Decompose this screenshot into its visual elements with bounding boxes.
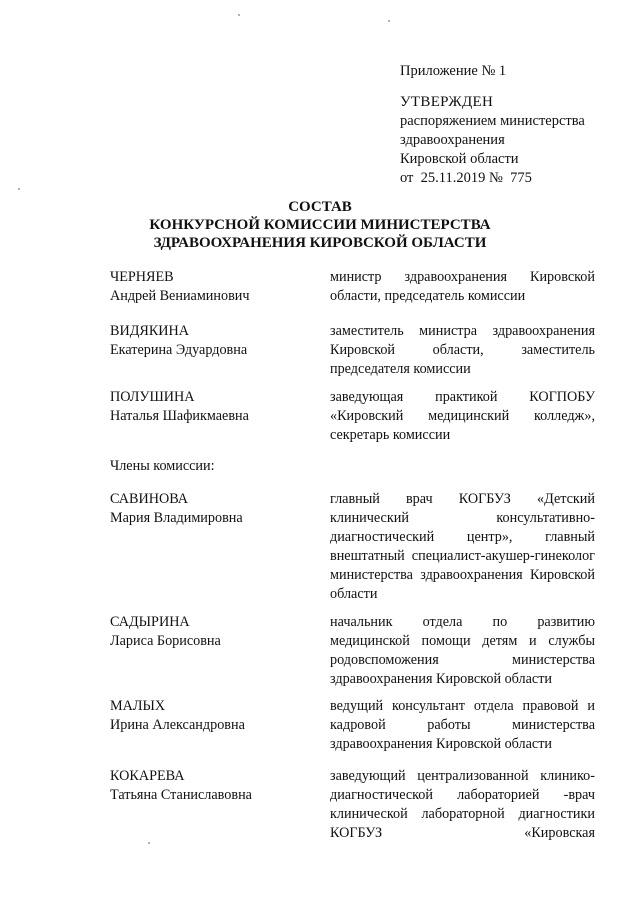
person-surname: КОКАРЕВА xyxy=(110,768,185,784)
person-given-names: Ирина Александровна xyxy=(110,717,245,733)
person-surname: САДЫРИНА xyxy=(110,614,190,630)
appendix-number: Приложение № 1 xyxy=(400,63,507,79)
person-surname: МАЛЫХ xyxy=(110,698,166,714)
person-name xyxy=(110,268,320,306)
person-name xyxy=(110,697,320,735)
approval-line-2: здравоохранения xyxy=(400,132,505,148)
approval-line-1: распоряжением министерства xyxy=(400,113,585,129)
members-label: Члены комиссии: xyxy=(110,458,215,474)
approved-heading: УТВЕРЖДЕН xyxy=(400,94,494,110)
document-title xyxy=(90,198,550,252)
person-role: заведующая практикой КОГПОБУ «Кировский медицинский колледж», секретарь комиссии xyxy=(330,389,595,443)
person-given-names: Татьяна Станиславовна xyxy=(110,787,252,803)
approval-block xyxy=(400,62,615,188)
person-given-names: Мария Владимировна xyxy=(110,510,243,526)
person-name xyxy=(110,322,320,360)
person-surname: ЧЕРНЯЕВ xyxy=(110,269,174,285)
person-role: начальник отдела по развитию медицинской помощи детям и службы родовспоможения министерства здравоохранения Кировской области xyxy=(330,614,595,687)
person-surname: ПОЛУШИНА xyxy=(110,389,195,405)
person-given-names: Лариса Борисовна xyxy=(110,633,221,649)
person-role: заведующий централизованной клинико-диагностической лабораторией -врач клинической лабораторной диагностики КОГБУЗ «Кировская xyxy=(330,768,595,841)
person-given-names: Екатерина Эдуардовна xyxy=(110,342,248,358)
person-name xyxy=(110,490,320,528)
person-name xyxy=(110,613,320,651)
title-line-3: ЗДРАВООХРАНЕНИЯ КИРОВСКОЙ ОБЛАСТИ xyxy=(153,235,487,251)
person-name xyxy=(110,388,320,426)
person-role: заместитель министра здравоохранения Кировской области, заместитель председателя комиссии xyxy=(330,323,595,377)
person-given-names: Наталья Шафикмаевна xyxy=(110,408,249,424)
approval-line-3: Кировской области xyxy=(400,151,519,167)
scan-speck xyxy=(18,188,20,190)
person-role: ведущий консультант отдела правовой и кадровой работы министерства здравоохранения Кировской области xyxy=(330,698,595,752)
person-role: главный врач КОГБУЗ «Детский клинический консультативно-диагностический центр», главный внештатный специалист-акушер-гинеколог министерства здравоохранения Кировской области xyxy=(330,491,595,602)
title-line-1: СОСТАВ xyxy=(288,199,352,215)
person-given-names: Андрей Вениаминович xyxy=(110,288,250,304)
approval-date: от 25.11.2019 № 775 xyxy=(400,170,532,186)
scan-speck xyxy=(388,20,390,22)
scan-speck xyxy=(238,14,240,16)
scan-speck xyxy=(148,842,150,844)
person-name xyxy=(110,767,320,805)
person-role: министр здравоохранения Кировской области, председатель комиссии xyxy=(330,269,595,304)
person-surname: ВИДЯКИНА xyxy=(110,323,190,339)
title-line-2: КОНКУРСНОЙ КОМИССИИ МИНИСТЕРСТВА xyxy=(149,217,491,233)
person-surname: САВИНОВА xyxy=(110,491,189,507)
